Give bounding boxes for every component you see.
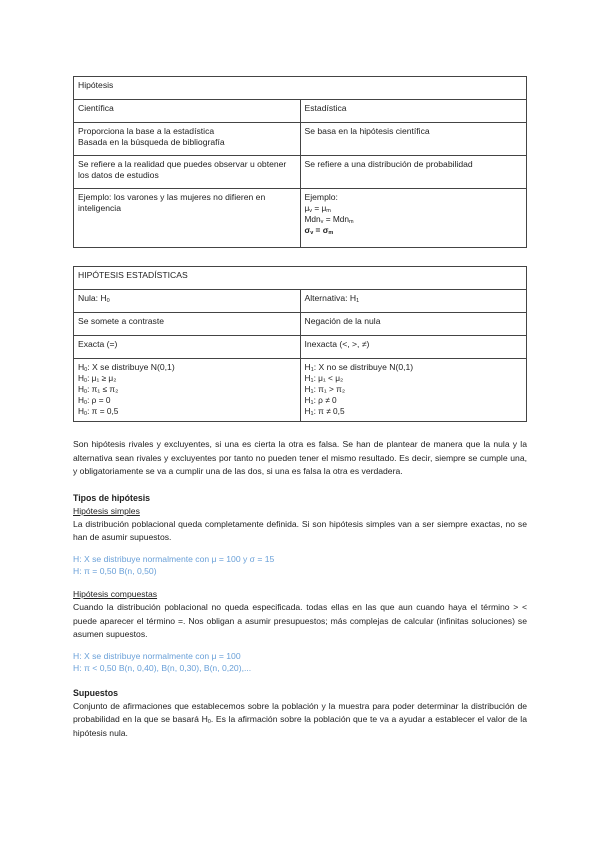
header-nula: Nula: $H_0$	[74, 290, 301, 313]
stat-table-title: HIPÓTESIS ESTADÍSTICAS	[74, 267, 527, 290]
header-cientifica: Científica	[74, 100, 301, 123]
cell-nula-1: Se somete a contraste	[74, 313, 301, 336]
document-page	[73, 76, 527, 741]
cell-estadistica-2: Se refiere a una distribución de probabilidad	[300, 156, 527, 189]
supuestos-heading: Supuestos	[73, 687, 118, 698]
cell-alt-2: Inexacta (<, >, ≠)	[300, 336, 527, 359]
simples-example-2: H: π = 0,50 B(n, 0,50)	[73, 566, 157, 577]
header-alternativa: Alternativa: $H_1$	[300, 290, 527, 313]
simples-example-1: H: X se distribuye normalmente con μ = 100 y σ = 15	[73, 553, 275, 564]
cell-estadistica-3: Ejemplo: $\mu_v = \mu_m$ Mdn$_v$ = Mdn$_m$ $\sigma_v = \sigma_m$	[300, 189, 527, 248]
cell-alt-examples: $H_1$: X no se distribuye N(0,1) $H_1$: μ₁ < μ₂ $H_1$: π₁ > π₂ $H_1$: ρ ≠ 0 $H_1$: π ≠ 0,5	[300, 359, 527, 422]
paragraph-rivales: Son hipótesis rivales y excluyentes, si una es cierta la otra es falsa. Se han de plantear de manera que la nula y la alternativa sean rivales y excluyentes por tanto no pueden tener el mismo resultado. Es decir, siempre se cumple una, y obligatoriamente se va a cumplir una de las dos, si una es falsa la otra es verdadera.	[73, 439, 527, 477]
tipos-heading: Tipos de hipótesis	[73, 492, 151, 503]
cell-alt-1: Negación de la nula	[300, 313, 527, 336]
compuestas-example-2: H: π < 0,50 B(n, 0,40), B(n, 0,30), B(n, 0,20),...	[73, 663, 252, 674]
cell-cientifica-1: Proporciona la base a la estadística Basada en la búsqueda de bibliografía	[74, 123, 301, 156]
cell-cientifica-3: Ejemplo: los varones y las mujeres no difieren en inteligencia	[74, 189, 301, 248]
supuestos-text: Conjunto de afirmaciones que establecemos sobre la población y la muestra para poder determinar la distribución de probabilidad en la que se basará $H_0$. Es la afirmación sobre la población que te va a ayudar a establecer el valor de la hipótesis nula.	[73, 700, 527, 738]
compuestas-example-1: H: X se distribuye normalmente con μ = 100	[73, 650, 241, 661]
statistical-hypothesis-table	[73, 266, 527, 422]
hypothesis-table-title: Hipótesis	[74, 77, 527, 100]
cell-nula-examples: $H_0$: X se distribuye N(0,1) $H_0$: μ₁ ≥ μ₂ $H_0$: π₁ ≤ π₂ $H_0$: ρ = 0 $H_0$: π = 0,5	[74, 359, 301, 422]
cell-cientifica-2: Se refiere a la realidad que puedes observar u obtener los datos de estudios	[74, 156, 301, 189]
simples-text: La distribución poblacional queda completamente definida. Si son hipótesis simples van a ser siempre exactas, no se han de asumir supuestos.	[73, 518, 527, 543]
hypothesis-table	[73, 76, 527, 248]
cell-estadistica-1: Se basa en la hipótesis científica	[300, 123, 527, 156]
compuestas-heading: Hipótesis compuestas	[73, 588, 158, 599]
header-estadistica: Estadística	[300, 100, 527, 123]
compuestas-text: Cuando la distribución poblacional no queda especificada. todas ellas en las que aun cuando haya el término > < puede aparecer el término =. Nos obligan a asumir presupuestos; más complejas de calcular (infinitas soluciones) se asumen supuestos.	[73, 601, 527, 640]
simples-heading: Hipótesis simples	[73, 505, 140, 516]
cell-nula-2: Exacta (=)	[74, 336, 301, 359]
